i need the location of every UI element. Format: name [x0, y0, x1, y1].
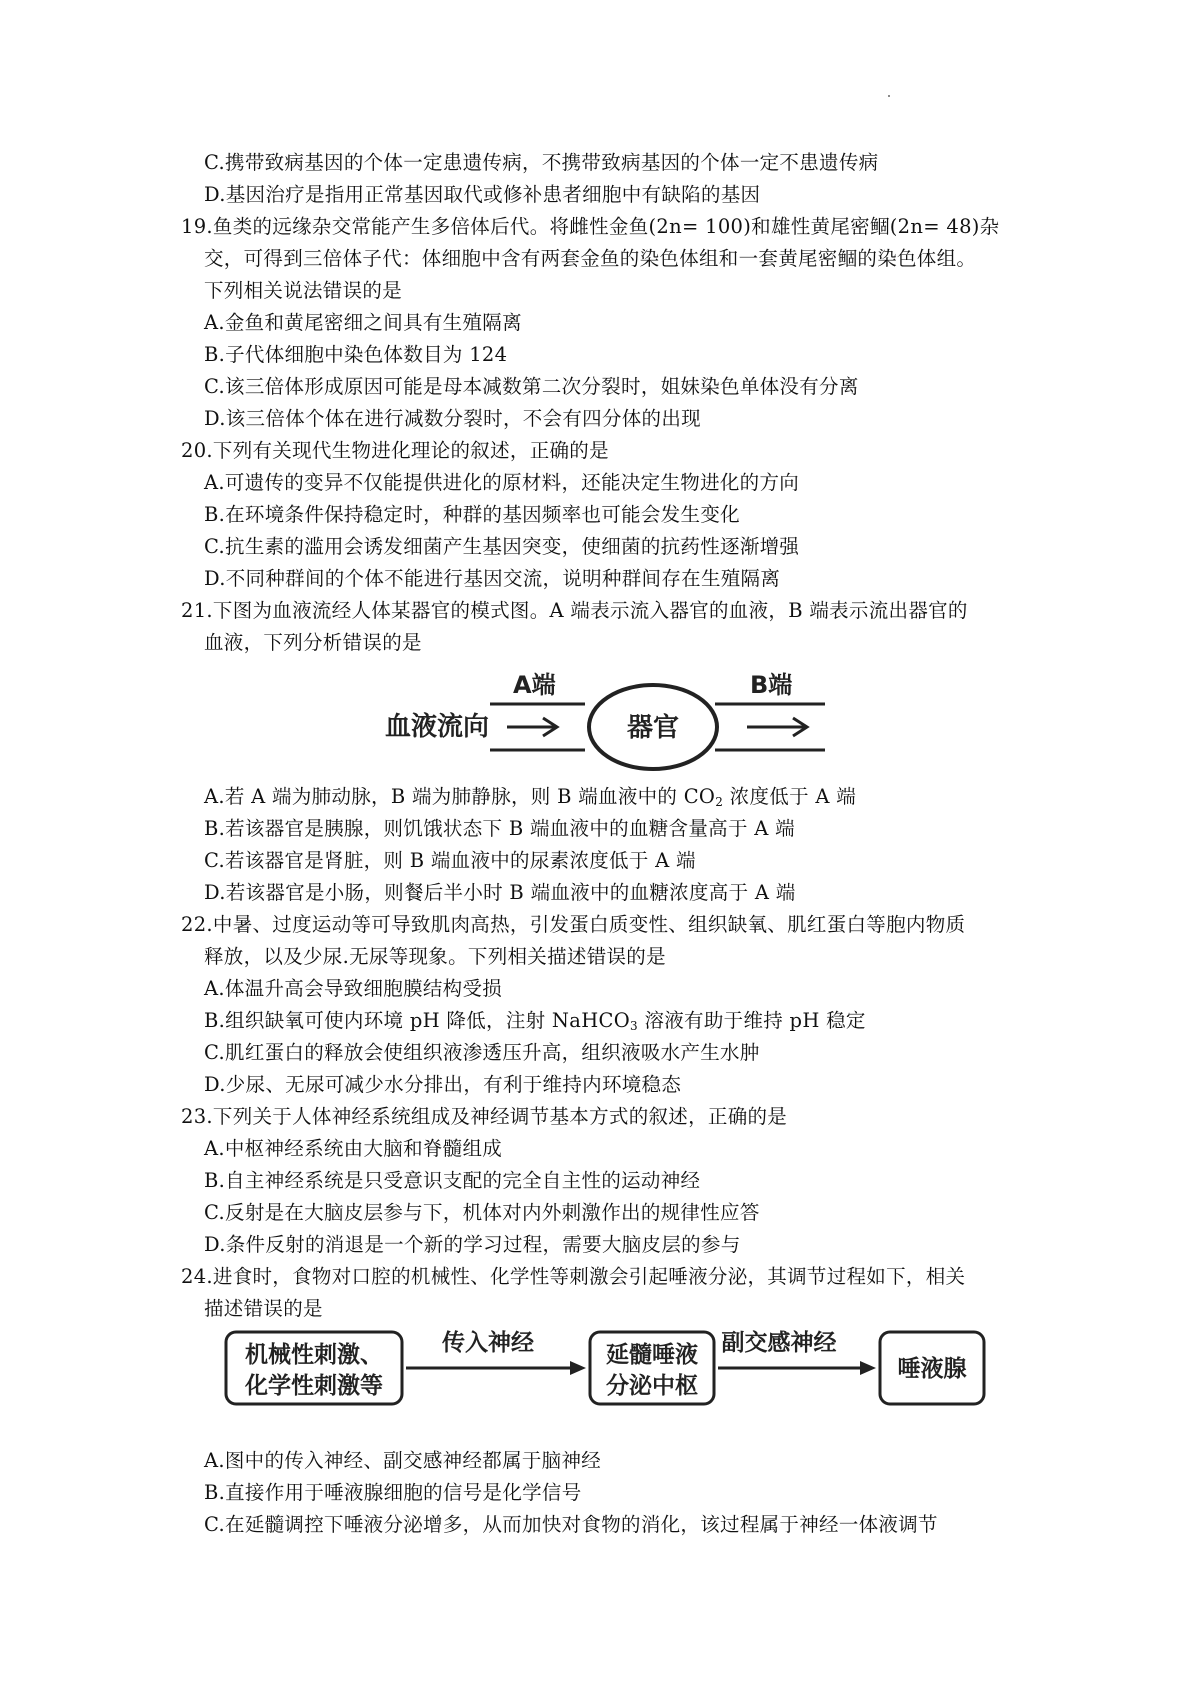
q21-option-b: B.若该器官是胰腺，则饥饿状态下 B 端血液中的血糖含量高于 A 端 [204, 817, 795, 840]
q21-option-c: C.若该器官是肾脏，则 B 端血液中的尿素浓度低于 A 端 [204, 849, 696, 872]
q19-stem-line3: 下列相关说法错误的是 [204, 279, 403, 302]
q23-option-c: C.反射是在大脑皮层参与下，机体对内外刺激作出的规律性应答 [204, 1201, 760, 1224]
nahco3-subscript: 3 [630, 1019, 638, 1033]
q24-stem-line1: 24.进食时，食物对口腔的机械性、化学性等刺激会引起唾液分泌，其调节过程如下，相关 [181, 1265, 966, 1288]
q22-option-b-text-end: 溶液有助于维持 pH 稳定 [637, 1009, 866, 1032]
q22-stem-line1: 22.中暑、过度运动等可导致肌肉高热，引发蛋白质变性、组织缺氧、肌红蛋白等胞内物质 [181, 913, 966, 936]
q22-option-c: C.肌红蛋白的释放会使组织液渗透压升高，组织液吸水产生水肿 [204, 1041, 760, 1064]
afferent-nerve-label: 传入神经 [442, 1330, 534, 1356]
q18-option-c: C.携带致病基因的个体一定患遗传病，不携带致病基因的个体一定不患遗传病 [204, 151, 879, 174]
q22-stem-line2: 释放，以及少尿.无尿等现象。下列相关描述错误的是 [204, 945, 666, 968]
parasympathetic-arrow-icon [718, 1361, 876, 1375]
q23-option-d: D.条件反射的消退是一个新的学习过程，需要大脑皮层的参与 [204, 1233, 741, 1256]
q23-option-a: A.中枢神经系统由大脑和脊髓组成 [204, 1137, 503, 1160]
flow-direction-label: 血液流向 [385, 712, 490, 742]
q23-option-b: B.自主神经系统是只受意识支配的完全自主性的运动神经 [204, 1169, 701, 1192]
a-end-label: A端 [513, 671, 556, 699]
q22-option-b-text: B.组织缺氧可使内环境 pH 降低，注射 NaHCO [204, 1009, 631, 1032]
q21-stem-line2: 血液，下列分析错误的是 [204, 631, 422, 654]
inflow-arrow-icon [507, 718, 557, 736]
organ-label: 器官 [626, 713, 680, 743]
salivation-reflex-diagram [204, 1318, 1004, 1413]
q19-option-c: C.该三倍体形成原因可能是母本减数第二次分裂时，姐妹染色单体没有分离 [204, 375, 859, 398]
q22-option-a: A.体温升高会导致细胞膜结构受损 [204, 977, 503, 1000]
medulla-label-line2: 分泌中枢 [606, 1373, 698, 1399]
q19-stem-line1: 19.鱼类的远缘杂交常能产生多倍体后代。将雌性金鱼(2n= 100)和雄性黄尾密鲴(2n= 48)杂 [181, 215, 1000, 238]
q19-option-a: A.金鱼和黄尾密细之间具有生殖隔离 [204, 311, 522, 334]
q20-stem: 20.下列有关现代生物进化理论的叙述，正确的是 [181, 439, 609, 462]
q21-option-a [204, 787, 856, 807]
q24-option-a: A.图中的传入神经、副交感神经都属于脑神经 [204, 1449, 602, 1472]
co2-subscript: 2 [715, 795, 724, 809]
stimulus-label-line2: 化学性刺激等 [245, 1373, 383, 1399]
b-end-label: B端 [750, 671, 793, 699]
scan-speck [888, 95, 890, 97]
q22-option-d: D.少尿、无尿可减少水分排出，有利于维持内环境稳态 [204, 1073, 682, 1096]
q24-stem-line2: 描述错误的是 [204, 1297, 323, 1320]
stimulus-label-line1: 机械性刺激、 [245, 1342, 383, 1368]
medulla-label-line1: 延髓唾液 [606, 1342, 698, 1368]
q18-option-d: D.基因治疗是指用正常基因取代或修补患者细胞中有缺陷的基因 [204, 183, 761, 206]
q21-option-a-text: A.若 A 端为肺动脉，B 端为肺静脉，则 B 端血液中的 CO [204, 785, 716, 808]
q21-option-a-text-end: 浓度低于 A 端 [723, 785, 857, 808]
outflow-arrow-icon [747, 718, 807, 736]
q24-option-c: C.在延髓调控下唾液分泌增多，从而加快对食物的消化，该过程属于神经一体液调节 [204, 1513, 938, 1536]
blood-flow-diagram [385, 655, 845, 775]
q20-option-d: D.不同种群间的个体不能进行基因交流，说明种群间存在生殖隔离 [204, 567, 781, 590]
q19-option-b: B.子代体细胞中染色体数目为 124 [204, 343, 508, 366]
parasympathetic-nerve-label: 副交感神经 [721, 1330, 837, 1356]
q23-stem: 23.下列关于人体神经系统组成及神经调节基本方式的叙述，正确的是 [181, 1105, 788, 1128]
q19-stem-line2: 交，可得到三倍体子代：体细胞中含有两套金鱼的染色体组和一套黄尾密鲴的染色体组。 [204, 247, 977, 270]
q20-option-b: B.在环境条件保持稳定时，种群的基因频率也可能会发生变化 [204, 503, 740, 526]
q20-option-c: C.抗生素的滥用会诱发细菌产生基因突变，使细菌的抗药性逐渐增强 [204, 535, 800, 558]
afferent-arrow-icon [406, 1361, 586, 1375]
q22-option-b [204, 1011, 866, 1031]
q21-stem-line1: 21.下图为血液流经人体某器官的模式图。A 端表示流入器官的血液，B 端表示流出器官的 [181, 599, 968, 622]
q20-option-a: A.可遗传的变异不仅能提供进化的原材料，还能决定生物进化的方向 [204, 471, 800, 494]
q19-option-d: D.该三倍体个体在进行减数分裂时，不会有四分体的出现 [204, 407, 701, 430]
q24-option-b: B.直接作用于唾液腺细胞的信号是化学信号 [204, 1481, 582, 1504]
q21-option-d: D.若该器官是小肠，则餐后半小时 B 端血液中的血糖浓度高于 A 端 [204, 881, 796, 904]
salivary-gland-label: 唾液腺 [897, 1356, 967, 1382]
